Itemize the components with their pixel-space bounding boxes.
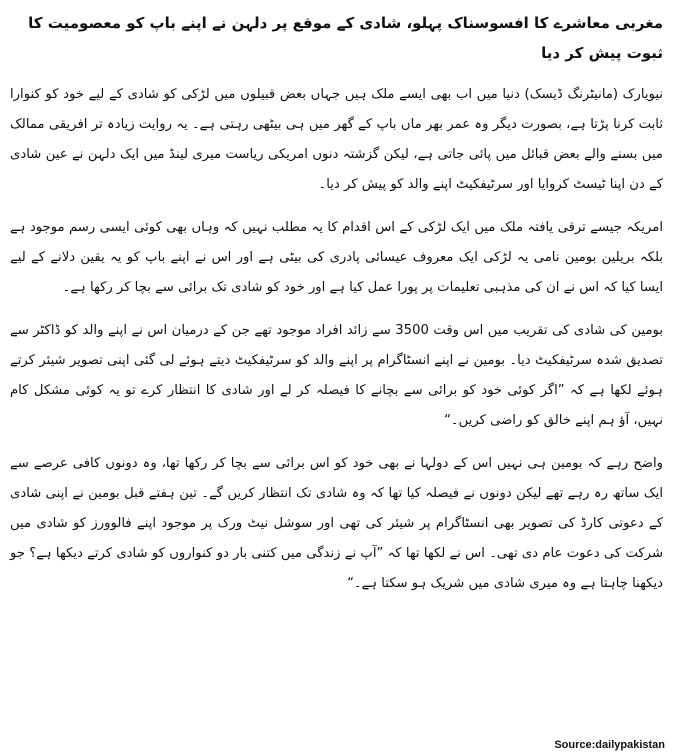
source-credit: Source:dailypakistan — [554, 739, 665, 751]
article — [10, 8, 663, 612]
article-paragraph: امریکہ جیسے ترقی یافتہ ملک میں ایک لڑکی کے اس اقدام کا یہ مطلب نہیں کہ وہاں بھی کوئی ایسی رسم موجود ہے بلکہ بریلین بومین نامی یہ لڑکی ایک معروف عیسائی پادری کی بیٹی ہے اور اس نے اپنے باپ کو یہ یقین دلانے کے لیے ایسا کیا کہ اس نے ان کی مذہبی تعلیمات پر پورا عمل کیا ہے اور خود کو شادی تک برائی سے بچا کر رکھا ہے۔ — [10, 220, 663, 295]
article-headline: مغربی معاشرے کا افسوسناک پہلو، شادی کے موقع پر دلہن نے اپنے باپ کو معصومیت کا ثبوت پیش کر دیا — [28, 14, 663, 62]
article-paragraph: واضح رہے کہ بومین ہی نہیں اس کے دولہا نے بھی خود کو اس برائی سے بچا کر رکھا تھا، وہ دونوں کافی عرصے سے ایک ساتھ رہ رہے تھے لیکن دونوں نے فیصلہ کیا تھا کہ وہ شادی تک انتظار کریں گے۔ تین ہفتے قبل بومین نے اپنی شادی کے دعوتی کارڈ کی تصویر بھی انسٹاگرام پر شیئر کی تھی اور سوشل نیٹ ورک پر موجود اپنے فالوورز کو شادی میں شرکت کی دعوت عام دی تھی۔ اس نے لکھا تھا کہ ”آپ نے زندگی میں کتنی بار دو کنواروں کو شادی کرتے دیکھا ہے؟ جو دیکھنا چاہتا ہے وہ میری شادی میں شریک ہو سکتا ہے۔“ — [10, 456, 663, 591]
article-paragraph: بومین کی شادی کی تقریب میں اس وقت 3500 سے زائد افراد موجود تھے جن کے درمیان اس نے اپنے والد کو ڈاکٹر سے تصدیق شدہ سرٹیفکیٹ دیا۔ بومین نے اپنے انسٹاگرام پر اپنے والد کو سرٹیفکیٹ دیتے ہوئے لی گئی اپنی تصویر شیئر کرتے ہوئے لکھا ہے کہ ”اگر کوئی خود کو برائی سے بچانے کا فیصلہ کر لے اور شادی کا انتظار کرے تو یہ کوئی مشکل کام نہیں، آؤ ہم اپنے خالق کو راضی کریں۔“ — [10, 323, 663, 428]
article-paragraph: نیویارک (مانیٹرنگ ڈیسک) دنیا میں اب بھی ایسے ملک ہیں جہاں بعض قبیلوں میں لڑکی کو شادی کے لیے خود کو کنوارا ثابت کرنا پڑتا ہے، بصورت دیگر وہ عمر بھر ماں باپ کے گھر میں ہی بیٹھی رہتی ہے۔ یہ روایت زیادہ تر افریقی ممالک میں بسنے والے بعض قبائل میں پائی جاتی ہے، لیکن گزشتہ دنوں امریکی ریاست میری لینڈ میں ایک دلہن نے عین شادی کے دن اپنا ٹیسٹ کروایا اور سرٹیفکیٹ اپنے والد کو پیش کر دیا۔ — [10, 87, 663, 192]
